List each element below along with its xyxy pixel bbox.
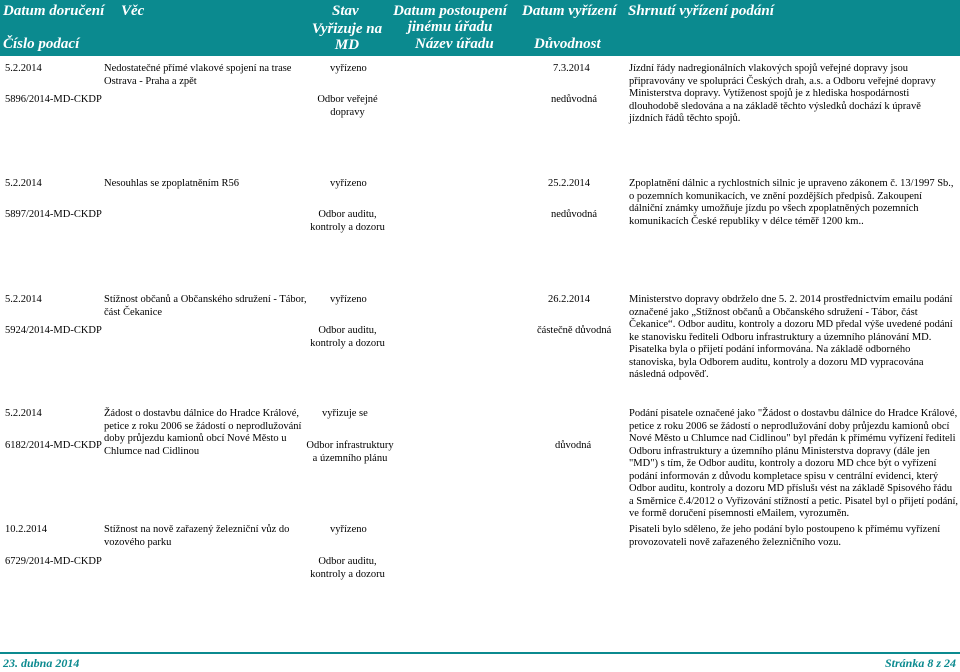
record-validity: nedůvodná [551, 209, 598, 220]
footer-page-number: Stránka 8 z 24 [884, 656, 956, 670]
record-summary: Ministerstvo dopravy obdrželo dne 5. 2. 2014 prostřednictvím emailu podání označené jako „Stížnost občanů a Občanského sdružení - Tábor, část Čekanice“. Odbor auditu, kontroly a dozoru MD předal výše uvedené podání ke stanovisku řediteli Odboru infrastruktury a územního plánování MD. Pisatelka byla o přijetí podání informována. Na základě odborného stanoviska, byla Odborem auditu, kontroly a dozoru MD vypracována následná odpověď. [629, 294, 953, 380]
col-datum-doruceni: Datum doručení [3, 3, 105, 19]
record-date: 5.2.2014 [5, 178, 42, 189]
record-department: Odbor auditu, kontroly a dozoru [310, 209, 385, 233]
record-department: Odbor veřejné dopravy [317, 94, 378, 118]
record-resolved-date: 25.2.2014 [548, 178, 590, 189]
record-status: vyřízeno [330, 63, 367, 74]
record-summary: Pisateli bylo sděleno, že jeho podání bylo postoupeno k přímému vyřízení provozovateli nově zařazeného železničního vozu. [629, 524, 941, 548]
record-date: 5.2.2014 [5, 294, 42, 305]
col-datum-vyrizeni: Datum vyřízení [522, 3, 617, 19]
record-status: vyřízeno [330, 178, 367, 189]
record-number: 5897/2014-MD-CKDP [5, 209, 102, 220]
record-number: 6182/2014-MD-CKDP [5, 440, 102, 451]
record-summary: Zpoplatnění dálnic a rychlostních silnic je upraveno zákonem č. 13/1997 Sb., o pozemních komunikacích, ve znění pozdějších předpisů. Zakoupení dálniční známky umožňuje jízdu po všech zpoplatněných pozemních komunikacích České republiky v délce téměř 1200 km.. [629, 178, 954, 227]
record-summary: Jízdní řády nadregionálních vlakových spojů veřejné dopravy jsou připravovány ve spolupráci Českých drah, a.s. a Odboru veřejné dopravy Ministerstva dopravy. Vytíženost spojů je z hlediska hospodárnosti dlouhodobě sledována a na základě těchto výsledků dochází k úpravě jízdních řádů těchto spojů. [629, 63, 936, 124]
record-date: 5.2.2014 [5, 63, 42, 74]
record-subject: Nedostatečné přímé vlakové spojení na trase Ostrava - Praha a zpět [104, 63, 292, 87]
table-header [0, 0, 960, 56]
record-number: 6729/2014-MD-CKDP [5, 556, 102, 567]
col-nazev-uradu: Název úřadu [415, 36, 494, 52]
record-status: vyřizuje se [322, 408, 368, 419]
col-vyrizuje: Vyřizuje na MD [311, 21, 383, 53]
col-stav: Stav [332, 3, 359, 19]
record-number: 5924/2014-MD-CKDP [5, 325, 102, 336]
record-status: vyřízeno [330, 524, 367, 535]
record-subject: Nesouhlas se zpoplatněním R56 [104, 178, 240, 189]
record-summary: Podání pisatele označené jako "Žádost o dostavbu dálnice do Hradce Králové, petice z roku 2006 se žádostí o neprodlužování doby průjezdu kamionů obcí Nové Město u Chlumce nad Cidlinou" byl předán k přímému vyřízení řediteli Odboru infrastruktury a územního plánu Ministerstva dopravy (dále jen "MD") s tím, že Odbor auditu, kontroly a dozoru MD chce být o vyřízení podání informován z důvodu kompletace spisu v centrální evidenci, který Odbor auditu, kontroly a dozoru MD příslušı vést na základě Spisového řádu a Směrnice č.4/2012 o Vyřizování stížností a petic. Pisatel byl o přijetí podání, ve formě doručení písemnosti eMailem, vyrozuměn. [629, 408, 959, 519]
record-subject: Žádost o dostavbu dálnice do Hradce Králové, petice z roku 2006 se žádostí o neprodlužování doby průjezdu kamionů obcí Nové Město u Chlumce nad Cidlinou [104, 408, 302, 457]
record-status: vyřízeno [330, 294, 367, 305]
record-subject: Stížnost občanů a Občanského sdružení - Tábor, část Čekanice [104, 294, 307, 318]
record-subject: Stížnost na nově zařazený železniční vůz do vozového parku [104, 524, 290, 548]
record-resolved-date: 26.2.2014 [548, 294, 590, 305]
record-date: 5.2.2014 [5, 408, 42, 419]
record-resolved-date: 7.3.2014 [553, 63, 590, 74]
col-datum-postoupeni: Datum postoupení jinému úřadu [393, 3, 507, 35]
col-cislo-podaci: Číslo podací [3, 36, 80, 52]
record-number: 5896/2014-MD-CKDP [5, 94, 102, 105]
record-validity: důvodná [555, 440, 592, 451]
record-validity: částečně důvodná [537, 325, 612, 336]
record-department: Odbor auditu, kontroly a dozoru [310, 325, 385, 349]
record-department: Odbor infrastruktury a územního plánu [306, 440, 394, 464]
record-department: Odbor auditu, kontroly a dozoru [310, 556, 385, 580]
record-validity: nedůvodná [551, 94, 598, 105]
col-duvodnost: Důvodnost [534, 36, 601, 52]
footer-date: 23. dubna 2014 [3, 656, 80, 670]
col-vec: Věc [121, 3, 145, 19]
record-date: 10.2.2014 [5, 524, 47, 535]
page-footer [0, 652, 960, 672]
col-shrnuti: Shrnutí vyřízení podání [628, 3, 774, 19]
